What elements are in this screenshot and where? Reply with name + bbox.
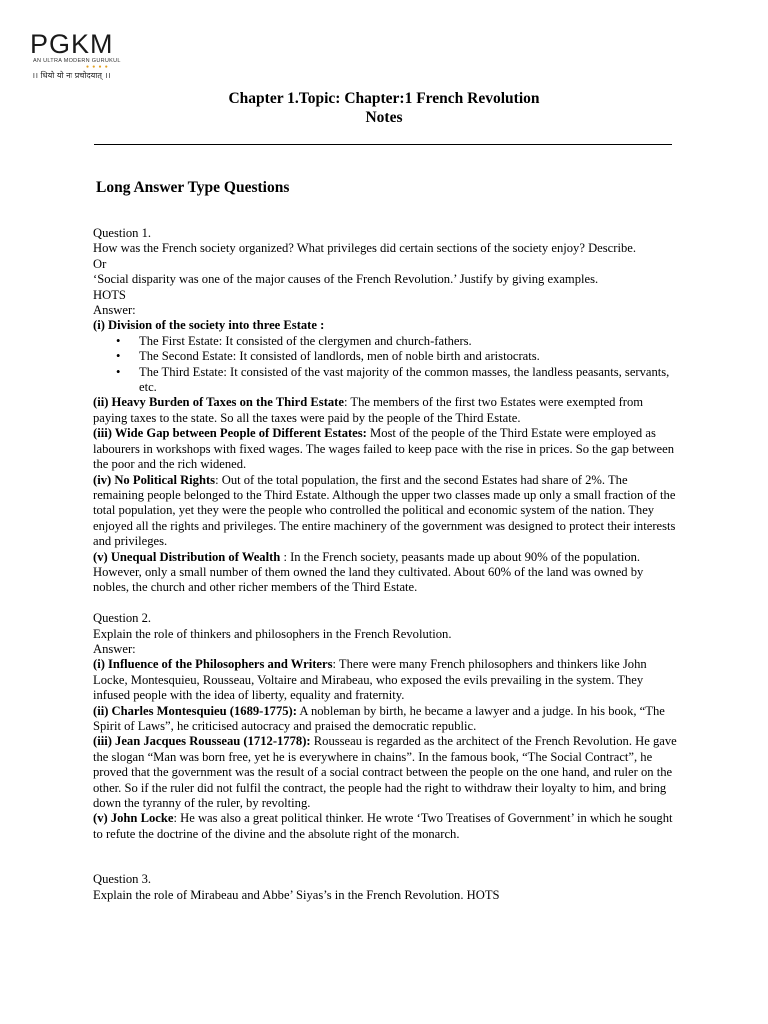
list-item (116, 364, 677, 396)
answer-2-point-2 (93, 704, 677, 735)
point-heading: (ii) Charles Montesquieu (1689-1775): (93, 703, 297, 718)
list-item (116, 333, 677, 349)
answer-1-point-4 (93, 473, 677, 550)
point-text: Most of the people of the Third Estate were employed as labourers in workshops with fixed wages. The wages failed to keep pace with the rise in prices. So the gap between the poor and the rich widened. (93, 426, 675, 472)
list-item-text: The First Estate: It consisted of the clergymen and church-fathers. (139, 333, 472, 348)
question-1-alt: ‘Social disparity was one of the major causes of the French Revolution.’ Justify by giving examples. (93, 272, 599, 287)
point-heading: (v) Unequal Distribution of Wealth (93, 549, 281, 564)
header-divider (94, 144, 672, 145)
estate-list (93, 334, 677, 396)
spacer (93, 596, 677, 611)
answer-2-label: Answer: (93, 641, 136, 656)
point-heading: (i) Influence of the Philosophers and Writers (93, 657, 333, 672)
question-1-or: Or (93, 256, 107, 271)
list-item (116, 349, 677, 364)
point-heading: (iii) Jean Jacques Rousseau (1712-1778): (93, 734, 311, 749)
logo-dots: ● ● ● ● (86, 65, 109, 70)
point-heading: (iii) Wide Gap between People of Different Estates: (93, 426, 367, 441)
point-text: Rousseau is regarded as the architect of the French Revolution. He gave the slogan “Man was born free, yet he is everywhere in chains”. In the famous book, “The Social Contract”, he proved that the government was the result of a social contract between the people on the one hand, and ruler on the other. So if the ruler did not fulfil the contract, the people had the right to withdraw their loyalty to him, and bring down the tyranny of the ruler, by revolting. (93, 734, 677, 811)
pgkm-logo (30, 30, 160, 86)
question-1-tag: HOTS (93, 287, 126, 302)
answer-1-point-5 (93, 550, 677, 596)
answer-2-point-1 (93, 657, 677, 703)
list-item-text: The Third Estate: It consisted of the vast majority of the common masses, the landless peasants, servants, etc. (139, 364, 670, 395)
answer-1-point-1-heading (93, 318, 677, 333)
point-heading: (iv) No Political Rights (93, 472, 216, 487)
bullet-icon: • (116, 364, 121, 379)
point-text: : He was also a great political thinker. He wrote ‘Two Treatises of Government’ in which he sought to refute the doctrine of the divine and the absolute right of the monarch. (93, 811, 673, 841)
document-body (93, 226, 677, 903)
point-heading: (v) John Locke (93, 811, 174, 826)
page-subtitle: Notes (365, 109, 403, 126)
point-text: A nobleman by birth, he became a lawyer and a judge. In his book, “The Spirit of Laws”, he criticised autocracy and praised the democratic republic. (93, 703, 665, 733)
question-1-label: Question 1. (93, 226, 152, 240)
bullet-icon: • (116, 333, 121, 348)
answer-2-point-3 (93, 734, 677, 811)
answer-1-point-3 (93, 426, 677, 472)
answer-1-label: Answer: (93, 303, 136, 318)
question-1-text: How was the French society organized? What privileges did certain sections of the society enjoy? Describe. (93, 241, 636, 256)
logo-motto: ।। धियो यो नः प्रचोदयात् ।। (32, 71, 111, 80)
page-title: Chapter 1.Topic: Chapter:1 French Revolution (228, 90, 540, 107)
question-3-label: Question 3. (93, 872, 152, 887)
point-text: : Out of the total population, the first and the second Estates had share of 2%. The remaining people belonged to the Third Estate. Although the upper two classes made up only a small fraction of the total population, yet they were the people who controlled the political and economic system of the nation. They enjoyed all the rights and privileges. The entire machinery of the government was designed to protect their interests and privileges. (93, 472, 676, 549)
point-heading: (ii) Heavy Burden of Taxes on the Third Estate (93, 395, 344, 410)
list-item-text: The Second Estate: It consisted of landlords, men of noble birth and aristocrats. (139, 349, 540, 364)
logo-tagline: AN ULTRA MODERN GURUKUL (33, 58, 121, 64)
answer-1-point-2 (93, 395, 677, 426)
point-heading: (i) Division of the society into three Estate : (93, 318, 325, 333)
spacer (93, 842, 677, 872)
question-3-text: Explain the role of Mirabeau and Abbe’ Siyas’s in the French Revolution. HOTS (93, 887, 500, 902)
point-text: : There were many French philosophers and thinkers like John Locke, Montesquieu, Rousseau, Voltaire and Mirabeau, who exposed the evils prevailing in the system. They infused people with the idea of liberty, equality and fraternity. (93, 657, 647, 703)
section-heading: Long Answer Type Questions (96, 179, 290, 196)
bullet-icon: • (116, 349, 121, 364)
point-text: : The members of the first two Estates were exempted from paying taxes to the state. So all the taxes were paid by the people of the Third Estate. (93, 395, 644, 425)
point-text: : In the French society, peasants made up about 90% of the population. However, only a small number of them owned the land they cultivated. About 60% of the land was owned by nobles, the church and other richer members of the Third Estate. (93, 549, 644, 595)
logo-brand: PGKM (30, 29, 114, 59)
question-2-text: Explain the role of thinkers and philosophers in the French Revolution. (93, 626, 452, 641)
answer-2-point-4 (93, 811, 677, 842)
question-2-label: Question 2. (93, 611, 152, 626)
